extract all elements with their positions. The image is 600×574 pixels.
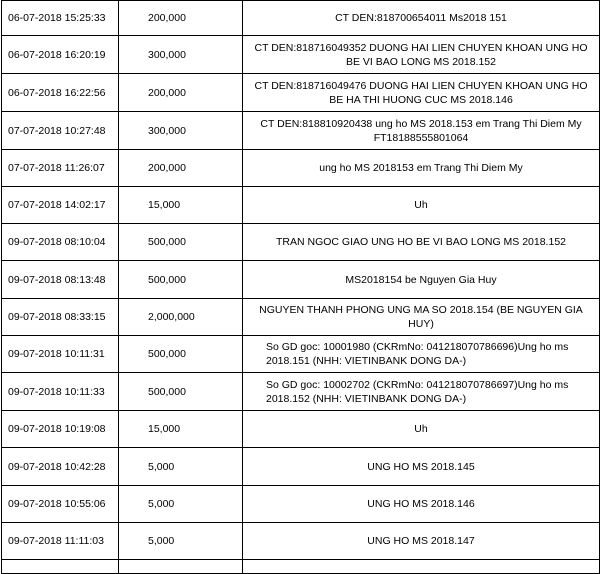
table-row [2,373,600,411]
transaction-description: UNG HO MS 2018.146 [243,486,600,523]
transaction-date: 07-07-2018 10:27:48 [2,112,119,150]
transaction-date: 07-07-2018 11:26:07 [2,150,119,187]
transaction-amount: 5,000 [119,448,243,486]
transaction-amount: 200,000 [119,1,243,36]
table-row [2,299,600,336]
transaction-description: CT DEN:818716049476 DUONG HAI LIEN CHUYEN KHOAN UNG HO BE HA THI HUONG CUC MS 2018.146 [243,74,600,112]
table-row [2,261,600,299]
transaction-description: CT DEN:818810920438 ung ho MS 2018.153 em Trang Thi Diem My FT18188555801064 [243,112,600,150]
transaction-amount: 500,000 [119,224,243,261]
transaction-description: NGUYEN THANH PHONG UNG MA SO 2018.154 (BE NGUYEN GIA HUY) [243,299,600,336]
transaction-date: 07-07-2018 14:02:17 [2,187,119,224]
transaction-description: UNG HO MS 2018.147 [243,523,600,560]
transaction-description: TRAN NGOC GIAO UNG HO BE VI BAO LONG MS 2018.152 [243,224,600,261]
transaction-description: Uh [243,411,600,448]
transaction-amount: 15,000 [119,187,243,224]
transaction-description: CT DEN:818700654011 Ms2018 151 [243,1,600,36]
transaction-date: 06-07-2018 15:25:33 [2,1,119,36]
transaction-date: 09-07-2018 10:55:06 [2,486,119,523]
transaction-description: So GD goc: 10002702 (CKRmNo: 041218070786697)Ung ho ms 2018.152 (NHH: VIETINBANK DONG DA-) [243,373,600,411]
transaction-amount: 15,000 [119,411,243,448]
transaction-date: 09-07-2018 10:11:31 [2,336,119,373]
table-row [2,187,600,224]
transaction-date: 09-07-2018 08:10:04 [2,224,119,261]
transaction-amount: 200,000 [119,74,243,112]
transaction-date: 09-07-2018 10:19:08 [2,411,119,448]
transaction-description: Uh [243,187,600,224]
transaction-amount: 5,000 [119,523,243,560]
transaction-description: MS2018154 be Nguyen Gia Huy [243,261,600,299]
table-row [2,36,600,74]
table-row [2,523,600,560]
table-row [2,411,600,448]
transaction-amount: 500,000 [119,373,243,411]
table-row [2,150,600,187]
table-row [2,74,600,112]
table-row-partial [2,560,600,574]
transaction-date: 09-07-2018 08:33:15 [2,299,119,336]
transaction-date: 09-07-2018 11:11:03 [2,523,119,560]
transaction-description: UNG HO MS 2018.145 [243,448,600,486]
transaction-date: 06-07-2018 16:20:19 [2,36,119,74]
transaction-date: 09-07-2018 10:42:28 [2,448,119,486]
transaction-amount: 300,000 [119,112,243,150]
table-row [2,112,600,150]
transaction-date: 09-07-2018 08:13:48 [2,261,119,299]
transaction-amount: 200,000 [119,150,243,187]
transaction-date: 09-07-2018 10:11:33 [2,373,119,411]
table-row [2,224,600,261]
transaction-amount: 300,000 [119,36,243,74]
transaction-amount: 500,000 [119,261,243,299]
transaction-description: So GD goc: 10001980 (CKRmNo: 041218070786696)Ung ho ms 2018.151 (NHH: VIETINBANK DONG DA-) [243,336,600,373]
table-row [2,448,600,486]
table-row [2,336,600,373]
transaction-amount: 2,000,000 [119,299,243,336]
table-row [2,1,600,36]
transaction-amount: 500,000 [119,336,243,373]
transaction-description: ung ho MS 2018153 em Trang Thi Diem My [243,150,600,187]
transaction-table [1,0,600,574]
transaction-amount: 5,000 [119,486,243,523]
transaction-date: 06-07-2018 16:22:56 [2,74,119,112]
table-row [2,486,600,523]
transaction-description: CT DEN:818716049352 DUONG HAI LIEN CHUYEN KHOAN UNG HO BE VI BAO LONG MS 2018.152 [243,36,600,74]
